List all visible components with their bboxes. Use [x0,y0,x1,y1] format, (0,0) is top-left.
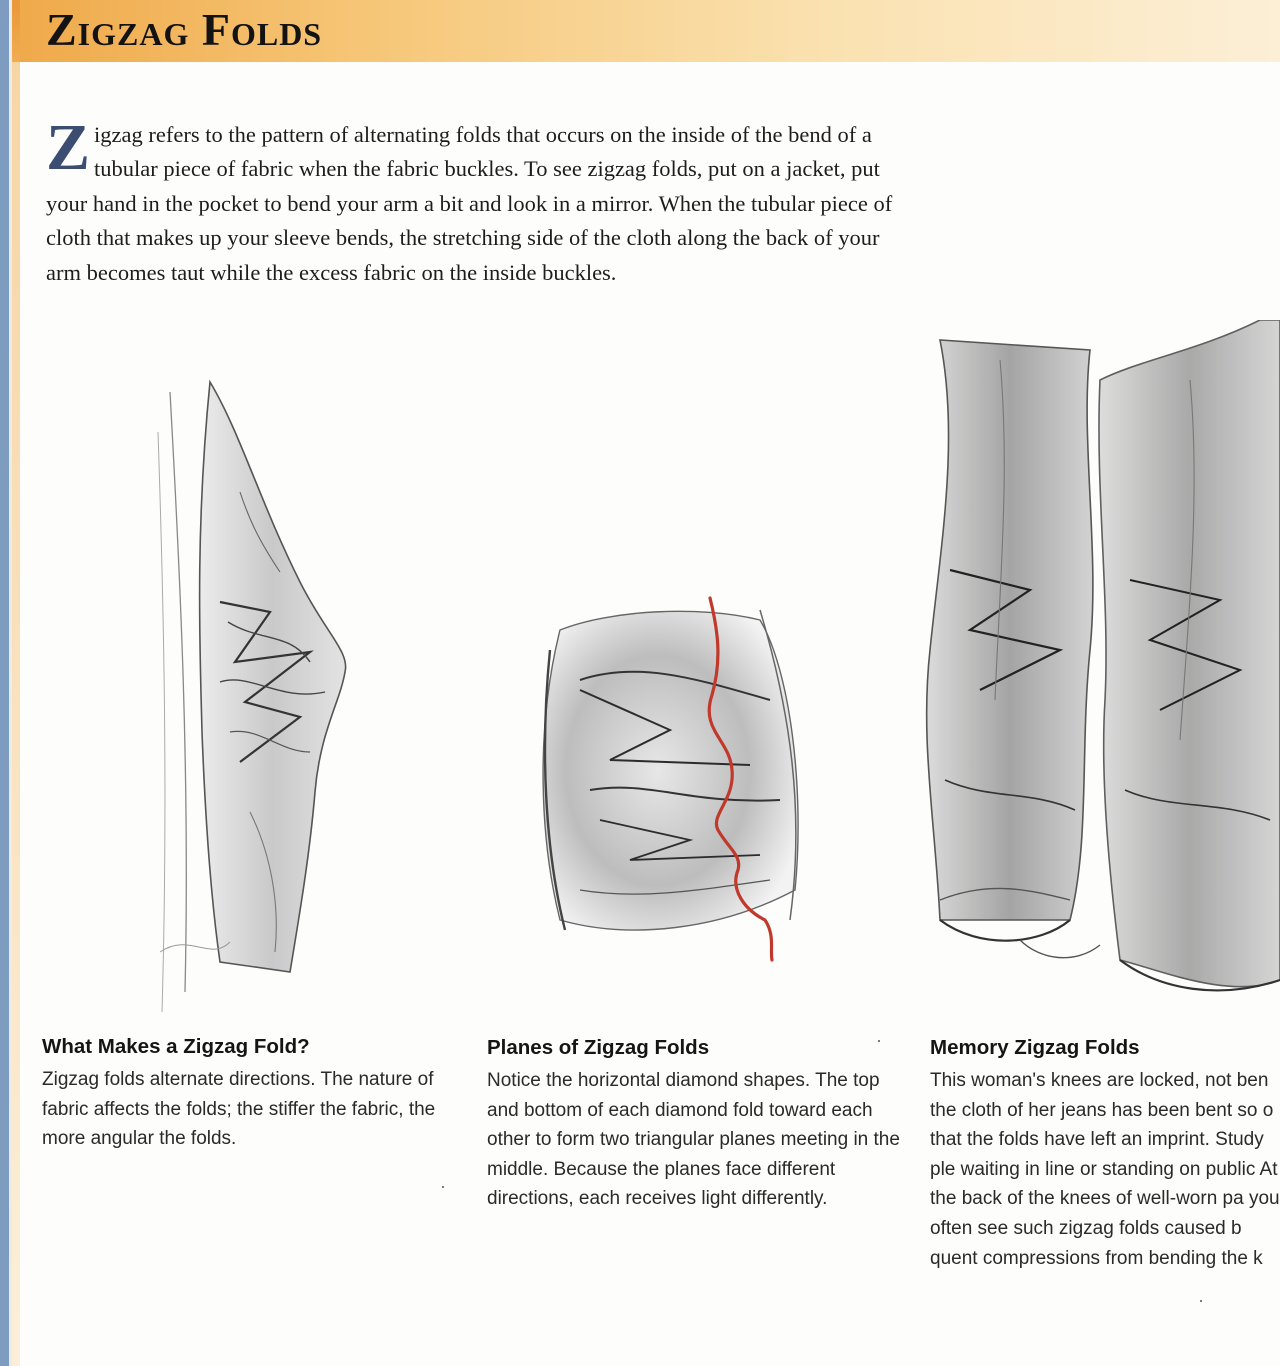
caption-planes-zigzag [487,1035,907,1214]
caption-heading: Planes of Zigzag Folds [487,1036,710,1059]
page-title: Zigzag Folds [46,4,323,55]
caption-body: This woman's knees are locked, not ben the cloth of her jeans has been bent so o that the folds have left an imprint. Study ple waiting in line or standing on public At the back of the knees of well-worn pa you often see such zigzag folds caused b quent compressions from bending the k [930,1070,1280,1269]
caption-memory-zigzag [930,1035,1280,1273]
margin-accent [12,0,20,1366]
page-edge-binding [0,0,9,1366]
figure-sleeve-sketch [150,372,370,1022]
sleeve-sketch-drawing [150,372,370,1022]
caption-body: Notice the horizontal diamond shapes. The top and bottom of each diamond fold toward each other to form two triangular planes meeting in the middle. Because the planes face different directions, each receives light differently. [487,1070,900,1210]
caption-heading: Memory Zigzag Folds [930,1036,1140,1059]
print-speck [878,1040,880,1042]
jeans-legs-drawing [900,320,1280,1020]
print-speck [1200,1300,1202,1302]
figure-diamond-planes [520,590,820,970]
caption-what-makes-zigzag [42,1034,472,1154]
caption-body: Zigzag folds alternate directions. The nature of fabric affects the folds; the stiffer the fabric, the more angular the folds. [42,1069,436,1150]
print-speck [442,1186,444,1188]
intro-text: igzag refers to the pattern of alternating folds that occurs on the inside of the bend of a tubular piece of fabric when the fabric buckles. To see zigzag folds, put on a jacket, put your hand in the pocket to bend your arm a bit and look in a mirror. When the tubular piece of cloth that makes up your sleeve bends, the stretching side of the cloth along the back of your arm becomes taut while the excess fabric on the inside buckles. [46,122,893,285]
diamond-planes-drawing [520,590,820,970]
dropcap: Z [46,111,91,184]
caption-heading: What Makes a Zigzag Fold? [42,1035,310,1058]
intro-paragraph [46,111,896,290]
figure-jeans-legs [900,320,1280,1020]
